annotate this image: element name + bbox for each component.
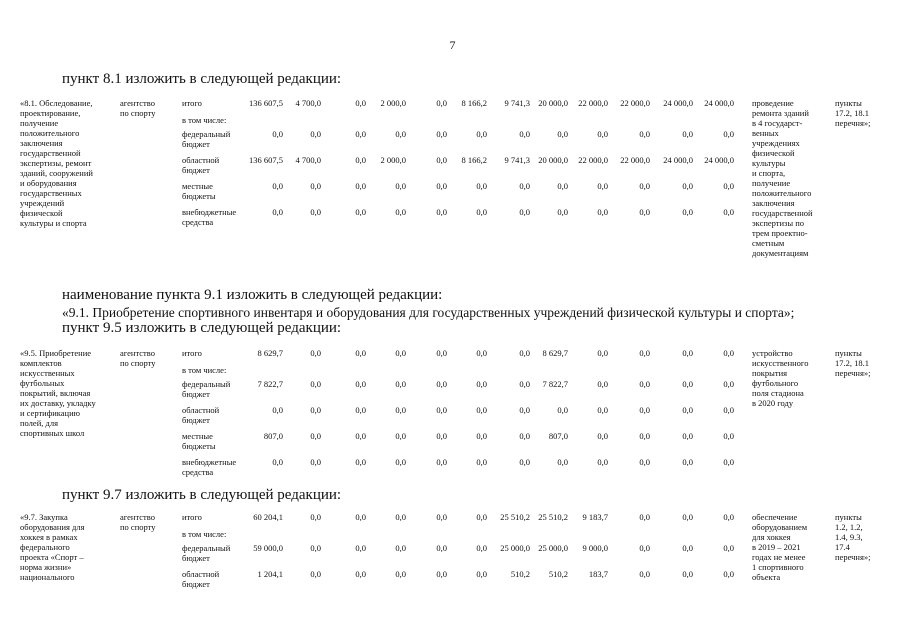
funding-value-cell: 0,0 bbox=[557, 207, 568, 217]
funding-value-cell: 59 000,0 bbox=[253, 543, 283, 553]
measure-name-line: спортивных школ bbox=[20, 428, 85, 438]
executor-line: по спорту bbox=[120, 108, 156, 118]
measure-name-line: физической bbox=[20, 208, 63, 218]
funding-value-cell: 0,0 bbox=[355, 155, 366, 165]
funding-source-label: в том числе: bbox=[182, 529, 227, 539]
funding-value-cell: 0,0 bbox=[436, 405, 447, 415]
funding-value-cell: 0,0 bbox=[436, 98, 447, 108]
funding-source-label: средства bbox=[182, 467, 214, 477]
funding-value-cell: 0,0 bbox=[355, 348, 366, 358]
expected-result-line: венных bbox=[752, 128, 779, 138]
funding-value-cell: 0,0 bbox=[436, 512, 447, 522]
funding-value-cell: 0,0 bbox=[310, 405, 321, 415]
funding-value-cell: 0,0 bbox=[272, 405, 283, 415]
funding-value-cell: 0,0 bbox=[272, 129, 283, 139]
funding-source-label: федеральный bbox=[182, 543, 231, 553]
funding-value-cell: 0,0 bbox=[639, 379, 650, 389]
measure-name-line: покрытий, включая bbox=[20, 388, 91, 398]
funding-value-cell: 136 607,5 bbox=[249, 155, 283, 165]
measure-name-line: «9.5. Приобретение bbox=[20, 348, 92, 358]
funding-source-label: итого bbox=[182, 348, 202, 358]
funding-value-cell: 24 000,0 bbox=[704, 98, 734, 108]
funding-value-cell: 0,0 bbox=[557, 457, 568, 467]
funding-source-label: бюджеты bbox=[182, 441, 216, 451]
funding-value-cell: 9 183,7 bbox=[582, 512, 608, 522]
list-points-line: 1.4, 9.3, bbox=[835, 532, 863, 542]
funding-value-cell: 0,0 bbox=[476, 512, 487, 522]
funding-value-cell: 0,0 bbox=[639, 207, 650, 217]
funding-value-cell: 0,0 bbox=[395, 379, 406, 389]
measure-name-line: зданий, сооружений bbox=[20, 168, 93, 178]
measure-name-line: учреждений bbox=[20, 198, 65, 208]
funding-source-label: средства bbox=[182, 217, 214, 227]
funding-value-cell: 0,0 bbox=[310, 569, 321, 579]
funding-value-cell: 0,0 bbox=[682, 457, 693, 467]
funding-source-label: федеральный bbox=[182, 379, 231, 389]
funding-value-cell: 0,0 bbox=[723, 431, 734, 441]
funding-value-cell: 0,0 bbox=[436, 379, 447, 389]
point-9-1-new-text: «9.1. Приобретение спортивного инвентаря и оборудования для государственных учреждений физической культуры и спорта»; bbox=[62, 305, 795, 320]
funding-value-cell: 0,0 bbox=[355, 457, 366, 467]
expected-result-line: сметным bbox=[752, 238, 785, 248]
funding-value-cell: 0,0 bbox=[723, 207, 734, 217]
funding-value-cell: 0,0 bbox=[355, 431, 366, 441]
heading-point-9-7: пункт 9.7 изложить в следующей редакции: bbox=[62, 487, 342, 503]
heading-point-9-1-name: наименование пункта 9.1 изложить в следующей редакции: bbox=[62, 287, 443, 303]
funding-value-cell: 0,0 bbox=[355, 181, 366, 191]
funding-value-cell: 8 629,7 bbox=[257, 348, 283, 358]
funding-value-cell: 0,0 bbox=[723, 569, 734, 579]
funding-value-cell: 24 000,0 bbox=[704, 155, 734, 165]
funding-value-cell: 0,0 bbox=[476, 129, 487, 139]
funding-value-cell: 0,0 bbox=[519, 181, 530, 191]
funding-value-cell: 22 000,0 bbox=[620, 98, 650, 108]
funding-value-cell: 136 607,5 bbox=[249, 98, 283, 108]
funding-value-cell: 24 000,0 bbox=[663, 98, 693, 108]
funding-value-cell: 0,0 bbox=[682, 405, 693, 415]
funding-value-cell: 0,0 bbox=[355, 512, 366, 522]
measure-name-line: и сертификацию bbox=[20, 408, 81, 418]
funding-value-cell: 0,0 bbox=[519, 129, 530, 139]
funding-value-cell: 0,0 bbox=[723, 457, 734, 467]
funding-value-cell: 0,0 bbox=[682, 207, 693, 217]
funding-value-cell: 0,0 bbox=[639, 569, 650, 579]
funding-value-cell: 0,0 bbox=[639, 431, 650, 441]
executor-line: агентство bbox=[120, 98, 155, 108]
funding-value-cell: 2 000,0 bbox=[380, 98, 406, 108]
executor-line: агентство bbox=[120, 512, 155, 522]
funding-value-cell: 0,0 bbox=[476, 181, 487, 191]
list-points-line: перечня»; bbox=[835, 118, 871, 128]
list-points-line: пункты bbox=[835, 98, 862, 108]
expected-result-line: годах не менее bbox=[752, 552, 806, 562]
funding-value-cell: 9 741,3 bbox=[504, 155, 530, 165]
list-points-line: 17.2, 18.1 bbox=[835, 108, 869, 118]
measure-name-line: получение bbox=[20, 118, 59, 128]
funding-value-cell: 0,0 bbox=[476, 405, 487, 415]
funding-value-cell: 807,0 bbox=[548, 431, 568, 441]
funding-source-label: бюджет bbox=[182, 165, 210, 175]
measure-name-line: комплектов bbox=[20, 358, 62, 368]
measure-name-line: искусственных bbox=[20, 368, 75, 378]
funding-value-cell: 1 204,1 bbox=[257, 569, 283, 579]
funding-value-cell: 8 166,2 bbox=[461, 98, 487, 108]
funding-source-label: в том числе: bbox=[182, 365, 227, 375]
expected-result-line: в 2020 году bbox=[752, 398, 794, 408]
funding-value-cell: 0,0 bbox=[395, 405, 406, 415]
funding-value-cell: 0,0 bbox=[436, 457, 447, 467]
expected-result-line: поля стадиона bbox=[752, 388, 804, 398]
funding-value-cell: 0,0 bbox=[519, 431, 530, 441]
funding-value-cell: 22 000,0 bbox=[620, 155, 650, 165]
funding-value-cell: 25 510,2 bbox=[538, 512, 568, 522]
funding-value-cell: 0,0 bbox=[639, 457, 650, 467]
expected-result-line: положительного bbox=[752, 188, 812, 198]
funding-value-cell: 0,0 bbox=[519, 405, 530, 415]
measure-name-line: оборудования для bbox=[20, 522, 85, 532]
funding-value-cell: 22 000,0 bbox=[578, 98, 608, 108]
funding-value-cell: 25 510,2 bbox=[500, 512, 530, 522]
funding-value-cell: 0,0 bbox=[639, 129, 650, 139]
funding-value-cell: 0,0 bbox=[639, 348, 650, 358]
list-points-line: перечня»; bbox=[835, 368, 871, 378]
expected-result-line: обеспечение bbox=[752, 512, 798, 522]
funding-value-cell: 0,0 bbox=[476, 207, 487, 217]
funding-value-cell: 0,0 bbox=[682, 129, 693, 139]
list-points-line: 1.2, 1.2, bbox=[835, 522, 863, 532]
measure-name-line: и оборудования bbox=[20, 178, 77, 188]
funding-value-cell: 0,0 bbox=[597, 431, 608, 441]
funding-value-cell: 0,0 bbox=[597, 181, 608, 191]
funding-value-cell: 0,0 bbox=[597, 405, 608, 415]
list-points-line: 17.2, 18.1 bbox=[835, 358, 869, 368]
funding-value-cell: 8 166,2 bbox=[461, 155, 487, 165]
measure-name-line: экспертизы, ремонт bbox=[20, 158, 92, 168]
funding-value-cell: 0,0 bbox=[597, 457, 608, 467]
funding-value-cell: 0,0 bbox=[310, 512, 321, 522]
funding-value-cell: 2 000,0 bbox=[380, 155, 406, 165]
expected-result-line: в 4 государст- bbox=[752, 118, 803, 128]
measure-name-line: футбольных bbox=[20, 378, 65, 388]
expected-result-line: и спорта, bbox=[752, 168, 786, 178]
funding-value-cell: 0,0 bbox=[476, 569, 487, 579]
funding-value-cell: 0,0 bbox=[682, 543, 693, 553]
funding-value-cell: 0,0 bbox=[519, 457, 530, 467]
funding-value-cell: 20 000,0 bbox=[538, 98, 568, 108]
funding-value-cell: 0,0 bbox=[272, 181, 283, 191]
funding-source-label: внебюджетные bbox=[182, 457, 237, 467]
expected-result-line: учреждениях bbox=[752, 138, 800, 148]
measure-name-line: заключения bbox=[20, 138, 63, 148]
funding-value-cell: 0,0 bbox=[436, 569, 447, 579]
expected-result-line: трем проектно- bbox=[752, 228, 808, 238]
measure-name-line: федерального bbox=[20, 542, 70, 552]
funding-value-cell: 9 000,0 bbox=[582, 543, 608, 553]
funding-value-cell: 0,0 bbox=[723, 129, 734, 139]
funding-value-cell: 0,0 bbox=[476, 348, 487, 358]
funding-value-cell: 22 000,0 bbox=[578, 155, 608, 165]
expected-result-line: в 2019 – 2021 bbox=[752, 542, 801, 552]
funding-value-cell: 807,0 bbox=[263, 431, 283, 441]
expected-result-line: искусственного bbox=[752, 358, 809, 368]
funding-value-cell: 0,0 bbox=[355, 405, 366, 415]
funding-value-cell: 0,0 bbox=[436, 431, 447, 441]
funding-value-cell: 0,0 bbox=[436, 348, 447, 358]
funding-value-cell: 183,7 bbox=[588, 569, 608, 579]
funding-value-cell: 0,0 bbox=[682, 348, 693, 358]
expected-result-line: государственной bbox=[752, 208, 813, 218]
measure-name-line: национального bbox=[20, 572, 75, 582]
funding-value-cell: 0,0 bbox=[723, 543, 734, 553]
expected-result-line: устройство bbox=[752, 348, 793, 358]
funding-value-cell: 0,0 bbox=[597, 129, 608, 139]
funding-value-cell: 0,0 bbox=[355, 98, 366, 108]
funding-value-cell: 0,0 bbox=[436, 207, 447, 217]
expected-result-line: для хоккея bbox=[752, 532, 791, 542]
funding-source-label: бюджет bbox=[182, 139, 210, 149]
funding-value-cell: 0,0 bbox=[436, 543, 447, 553]
funding-value-cell: 0,0 bbox=[436, 155, 447, 165]
funding-source-label: в том числе: bbox=[182, 115, 227, 125]
measure-name-line: «9.7. Закупка bbox=[20, 512, 68, 522]
funding-value-cell: 0,0 bbox=[395, 348, 406, 358]
expected-result-line: экспертизы по bbox=[752, 218, 805, 228]
funding-source-label: внебюджетные bbox=[182, 207, 237, 217]
funding-value-cell: 0,0 bbox=[355, 569, 366, 579]
funding-value-cell: 0,0 bbox=[723, 379, 734, 389]
expected-result-line: объекта bbox=[752, 572, 781, 582]
measure-name-line: хоккея в рамках bbox=[20, 532, 78, 542]
funding-value-cell: 0,0 bbox=[310, 543, 321, 553]
measure-name-line: проектирование, bbox=[20, 108, 81, 118]
list-points-line: перечня»; bbox=[835, 552, 871, 562]
funding-value-cell: 4 700,0 bbox=[295, 98, 321, 108]
funding-value-cell: 0,0 bbox=[395, 512, 406, 522]
funding-value-cell: 510,2 bbox=[548, 569, 568, 579]
funding-value-cell: 0,0 bbox=[310, 129, 321, 139]
executor-line: по спорту bbox=[120, 522, 156, 532]
measure-name-line: культуры и спорта bbox=[20, 218, 87, 228]
funding-value-cell: 0,0 bbox=[355, 207, 366, 217]
funding-value-cell: 0,0 bbox=[355, 129, 366, 139]
funding-value-cell: 0,0 bbox=[436, 181, 447, 191]
measure-name-line: «8.1. Обследование, bbox=[20, 98, 93, 108]
list-points-line: пункты bbox=[835, 512, 862, 522]
funding-value-cell: 0,0 bbox=[557, 405, 568, 415]
funding-value-cell: 0,0 bbox=[310, 181, 321, 191]
funding-value-cell: 0,0 bbox=[310, 207, 321, 217]
funding-value-cell: 0,0 bbox=[682, 431, 693, 441]
funding-value-cell: 0,0 bbox=[639, 512, 650, 522]
expected-result-line: культуры bbox=[752, 158, 786, 168]
funding-value-cell: 7 822,7 bbox=[542, 379, 568, 389]
expected-result-line: 1 спортивного bbox=[752, 562, 804, 572]
list-points-line: 17.4 bbox=[835, 542, 850, 552]
funding-value-cell: 24 000,0 bbox=[663, 155, 693, 165]
funding-source-label: бюджет bbox=[182, 389, 210, 399]
funding-value-cell: 9 741,3 bbox=[504, 98, 530, 108]
expected-result-line: оборудованием bbox=[752, 522, 808, 532]
funding-value-cell: 0,0 bbox=[355, 543, 366, 553]
funding-value-cell: 8 629,7 bbox=[542, 348, 568, 358]
page-number: 7 bbox=[449, 38, 456, 52]
funding-source-label: бюджет bbox=[182, 553, 210, 563]
funding-source-label: областной bbox=[182, 569, 220, 579]
funding-value-cell: 0,0 bbox=[723, 405, 734, 415]
funding-value-cell: 0,0 bbox=[597, 348, 608, 358]
funding-value-cell: 0,0 bbox=[597, 379, 608, 389]
funding-source-label: бюджет bbox=[182, 579, 210, 589]
expected-result-line: заключения bbox=[752, 198, 795, 208]
funding-value-cell: 0,0 bbox=[272, 457, 283, 467]
funding-source-label: итого bbox=[182, 98, 202, 108]
funding-value-cell: 0,0 bbox=[476, 543, 487, 553]
funding-source-label: федеральный bbox=[182, 129, 231, 139]
funding-source-label: местные bbox=[182, 431, 213, 441]
funding-value-cell: 0,0 bbox=[682, 512, 693, 522]
funding-value-cell: 0,0 bbox=[310, 431, 321, 441]
expected-result-line: получение bbox=[752, 178, 791, 188]
funding-value-cell: 0,0 bbox=[519, 348, 530, 358]
funding-value-cell: 0,0 bbox=[272, 207, 283, 217]
heading-point-8-1: пункт 8.1 изложить в следующей редакции: bbox=[62, 71, 342, 87]
funding-value-cell: 60 204,1 bbox=[253, 512, 283, 522]
funding-value-cell: 0,0 bbox=[557, 129, 568, 139]
funding-value-cell: 0,0 bbox=[476, 431, 487, 441]
funding-value-cell: 0,0 bbox=[395, 457, 406, 467]
funding-value-cell: 0,0 bbox=[395, 129, 406, 139]
funding-value-cell: 0,0 bbox=[557, 181, 568, 191]
funding-value-cell: 0,0 bbox=[682, 181, 693, 191]
expected-result-line: футбольного bbox=[752, 378, 799, 388]
funding-source-label: бюджет bbox=[182, 415, 210, 425]
funding-value-cell: 25 000,0 bbox=[538, 543, 568, 553]
funding-value-cell: 0,0 bbox=[682, 569, 693, 579]
funding-value-cell: 0,0 bbox=[476, 457, 487, 467]
funding-value-cell: 0,0 bbox=[355, 379, 366, 389]
measure-name-line: полей, для bbox=[20, 418, 58, 428]
measure-name-line: государственных bbox=[20, 188, 82, 198]
funding-value-cell: 0,0 bbox=[639, 543, 650, 553]
funding-value-cell: 0,0 bbox=[519, 207, 530, 217]
funding-source-label: местные bbox=[182, 181, 213, 191]
funding-value-cell: 0,0 bbox=[639, 405, 650, 415]
funding-value-cell: 0,0 bbox=[395, 207, 406, 217]
funding-value-cell: 4 700,0 bbox=[295, 155, 321, 165]
funding-value-cell: 0,0 bbox=[639, 181, 650, 191]
funding-value-cell: 0,0 bbox=[519, 379, 530, 389]
heading-point-9-5: пункт 9.5 изложить в следующей редакции: bbox=[62, 320, 342, 336]
measure-name-line: норма жизни» bbox=[20, 562, 72, 572]
funding-source-label: итого bbox=[182, 512, 202, 522]
funding-value-cell: 0,0 bbox=[682, 379, 693, 389]
funding-value-cell: 0,0 bbox=[310, 348, 321, 358]
funding-value-cell: 0,0 bbox=[723, 348, 734, 358]
funding-value-cell: 0,0 bbox=[395, 569, 406, 579]
executor-line: агентство bbox=[120, 348, 155, 358]
funding-value-cell: 0,0 bbox=[436, 129, 447, 139]
measure-name-line: положительного bbox=[20, 128, 80, 138]
expected-result-line: ремонта зданий bbox=[752, 108, 809, 118]
funding-value-cell: 7 822,7 bbox=[257, 379, 283, 389]
funding-value-cell: 0,0 bbox=[723, 181, 734, 191]
funding-value-cell: 0,0 bbox=[310, 379, 321, 389]
funding-source-label: областной bbox=[182, 405, 220, 415]
funding-value-cell: 20 000,0 bbox=[538, 155, 568, 165]
funding-value-cell: 0,0 bbox=[395, 181, 406, 191]
expected-result-line: физической bbox=[752, 148, 795, 158]
funding-value-cell: 510,2 bbox=[510, 569, 530, 579]
funding-value-cell: 25 000,0 bbox=[500, 543, 530, 553]
measure-name-line: проекта «Спорт – bbox=[20, 552, 84, 562]
funding-value-cell: 0,0 bbox=[476, 379, 487, 389]
expected-result-line: проведение bbox=[752, 98, 794, 108]
funding-value-cell: 0,0 bbox=[597, 207, 608, 217]
funding-value-cell: 0,0 bbox=[395, 543, 406, 553]
measure-name-line: государственной bbox=[20, 148, 81, 158]
funding-value-cell: 0,0 bbox=[310, 457, 321, 467]
expected-result-line: покрытия bbox=[752, 368, 788, 378]
expected-result-line: документациям bbox=[752, 248, 809, 258]
funding-source-label: областной bbox=[182, 155, 220, 165]
measure-name-line: их доставку, укладку bbox=[20, 398, 96, 408]
list-points-line: пункты bbox=[835, 348, 862, 358]
funding-value-cell: 0,0 bbox=[723, 512, 734, 522]
funding-source-label: бюджеты bbox=[182, 191, 216, 201]
executor-line: по спорту bbox=[120, 358, 156, 368]
funding-value-cell: 0,0 bbox=[395, 431, 406, 441]
